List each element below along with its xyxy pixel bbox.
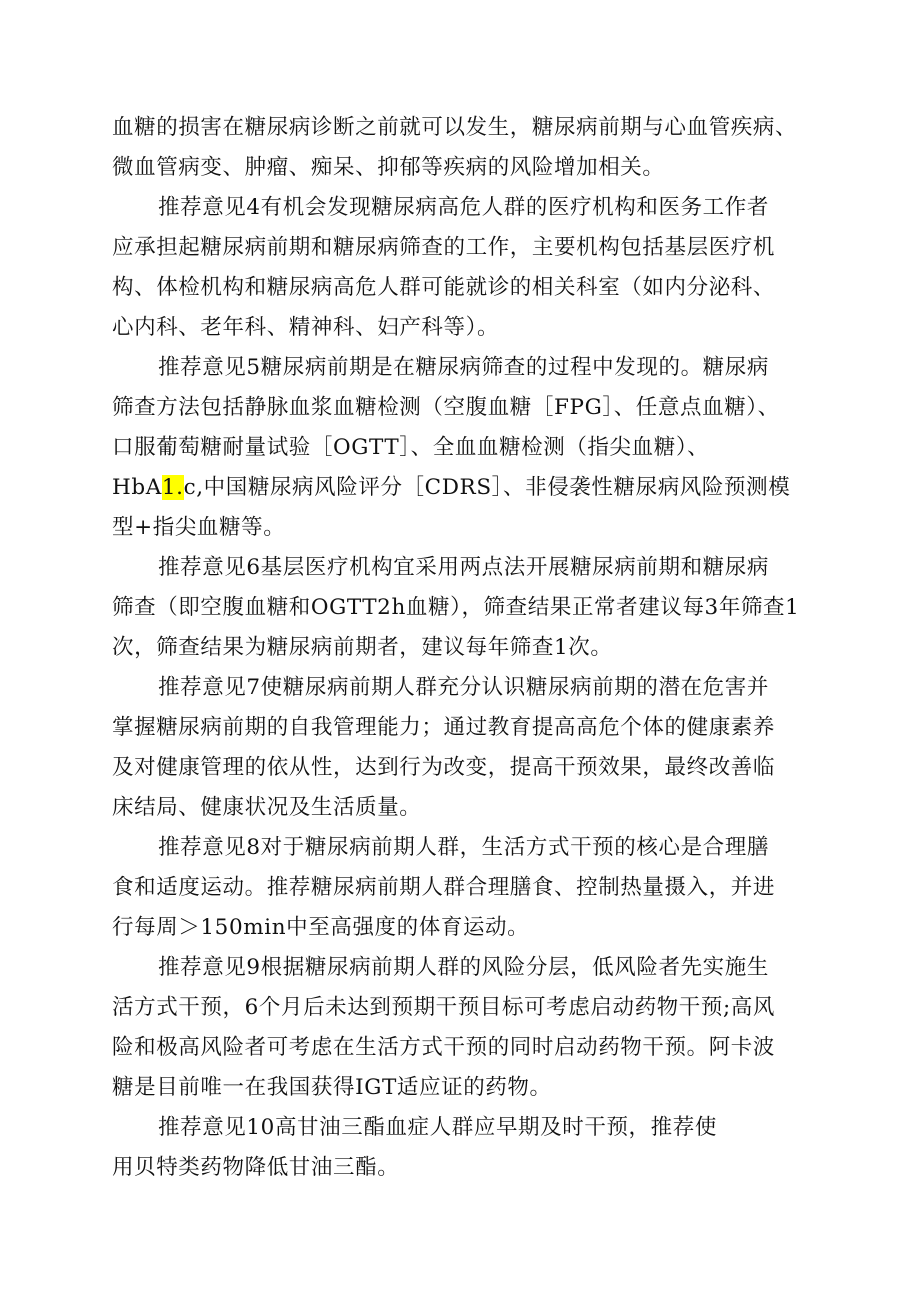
text-line: 糖是目前唯一在我国获得IGT适应证的药物。: [112, 1075, 552, 1100]
text-line: 心内科、老年科、精神科、妇产科等）。: [112, 315, 500, 340]
paragraph-recommendation-10: [112, 1108, 824, 1188]
paragraph-recommendation-5: [112, 348, 824, 548]
text-line: 险和极高风险者可考虑在生活方式干预的同时启动药物干预。阿卡波: [112, 1035, 776, 1060]
paragraph-recommendation-4: [112, 188, 824, 348]
text-line: 推荐意见7使糖尿病前期人群充分认识糖尿病前期的潜在危害并: [158, 675, 769, 700]
text-line: 推荐意见4有机会发现糖尿病高危人群的医疗机构和医务工作者: [158, 195, 769, 220]
text-line: 活方式干预，6个月后未达到预期干预目标可考虑启动药物干预;高风: [112, 995, 776, 1020]
paragraph-recommendation-8: [112, 828, 824, 948]
text-line: 构、体检机构和糖尿病高危人群可能就诊的相关科室（如内分泌科、: [112, 275, 776, 300]
text-line: 床结局、健康状况及生活质量。: [112, 795, 422, 820]
text-line: 口服葡萄糖耐量试验［OGTT］、全血血糖检测（指尖血糖）、: [112, 435, 710, 460]
text-line: 推荐意见10高甘油三酯血症人群应早期及时干预，推荐使: [158, 1115, 717, 1140]
text-segment: HbA: [112, 475, 162, 500]
text-line-highlighted: [112, 468, 824, 508]
document-body: [112, 108, 824, 1188]
text-line: 行每周＞150min中至高强度的体育运动。: [112, 915, 530, 940]
text-line: 筛查方法包括静脉血浆血糖检测（空腹血糖［FPG］、任意点血糖）、: [112, 395, 780, 420]
text-line: 推荐意见6基层医疗机构宜采用两点法开展糖尿病前期和糖尿病: [158, 555, 769, 580]
text-line: 微血管病变、肿瘤、痴呆、抑郁等疾病的风险增加相关。: [112, 155, 665, 180]
text-segment: c,中国糖尿病风险评分［CDRS］、非侵袭性糖尿病风险预测模: [183, 475, 791, 500]
text-line: 推荐意见8对于糖尿病前期人群，生活方式干预的核心是合理膳: [158, 835, 769, 860]
highlight-mark: 1.: [161, 475, 184, 500]
paragraph-recommendation-6: [112, 548, 824, 668]
paragraph-continuation: [112, 108, 824, 188]
paragraph-recommendation-7: [112, 668, 824, 828]
text-line: 掌握糖尿病前期的自我管理能力；通过教育提高高危个体的健康素养: [112, 715, 776, 740]
text-line: 食和适度运动。推荐糖尿病前期人群合理膳食、控制热量摄入，并进: [112, 875, 776, 900]
text-line: 筛查（即空腹血糖和OGTT2h血糖），筛查结果正常者建议每3年筛查1: [112, 595, 800, 620]
text-line: 及对健康管理的依从性，达到行为改变，提高干预效果，最终改善临: [112, 755, 776, 780]
text-line: 推荐意见5糖尿病前期是在糖尿病筛查的过程中发现的。糖尿病: [158, 355, 769, 380]
paragraph-recommendation-9: [112, 948, 824, 1108]
text-line: 次，筛查结果为糖尿病前期者，建议每年筛查1次。: [112, 635, 613, 660]
text-line: 型+指尖血糖等。: [112, 515, 286, 540]
text-line: 用贝特类药物降低甘油三酯。: [112, 1155, 400, 1180]
text-line: 应承担起糖尿病前期和糖尿病筛查的工作，主要机构包括基层医疗机: [112, 235, 776, 260]
text-line: 推荐意见9根据糖尿病前期人群的风险分层，低风险者先实施生: [158, 955, 769, 980]
text-line: 血糖的损害在糖尿病诊断之前就可以发生，糖尿病前期与心血管疾病、: [112, 115, 798, 140]
